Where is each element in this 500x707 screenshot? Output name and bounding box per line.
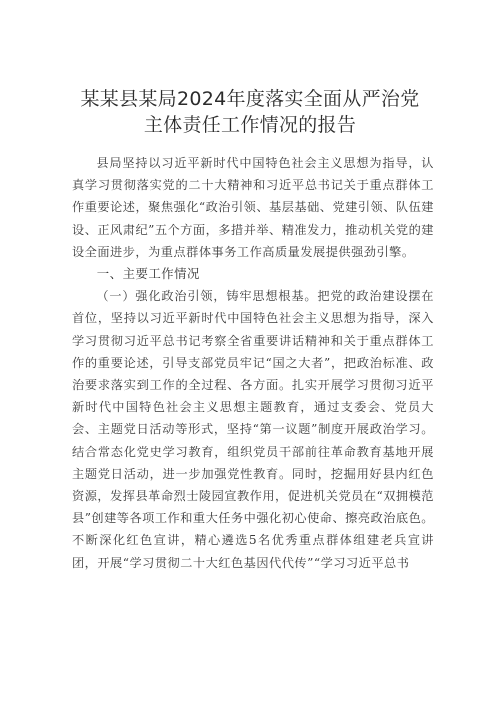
section-heading-main-work: 一、主要工作情况 <box>96 266 200 282</box>
document-title-line-1: 某某县某局2024年度落实全面从严治党 <box>80 88 420 110</box>
section-paragraph-political-guidance: （一）强化政治引领，铸牢思想根基。把党的政治建设摆在首位，坚持以习近平新时代中国特色社会主义思想为指导，深入学习贯彻习近平总书记考察全省重要讲话精神和关于重点群体工作的重要论述，引导支部党员牢记“国之大者”，把政治标准、政治要求落实到工作的全过程、各方面。扎实开展学习贯彻习近平新时代中国特色社会主义思想主题教育，通过支委会、党员大会、主题党日活动等形式，坚持“第一议题”制度开展政治学习。结合常态化党史学习教育，组织党员干部前往革命教育基地开展主题党日活动，进一步加强党性教育。同时，挖掘用好县内红色资源，发挥县革命烈士陵园宣教作用，促进机关党员在“双拥模范县”创建等各项工作和重大任务中强化初心使命、擦亮政治底色。不断深化红色宣讲，精心遴选5名优秀重点群体组建老兵宣讲团，开展“学习贯彻二十大红色基因代代传”“学习习近平总书 <box>72 289 434 570</box>
intro-paragraph: 县局坚持以习近平新时代中国特色社会主义思想为指导，认真学习贯彻落实党的二十大精神和习近平总书记关于重点群体工作重要论述，聚焦强化“政治引领、基层基础、党建引领、队伍建设、正风肃纪”五个方面，多措并举、精准发力，推动机关党的建设全面进步，为重点群体事务工作高质量发展提供强劲引擎。 <box>72 156 434 259</box>
document-title-line-2: 主体责任工作情况的报告 <box>143 114 357 136</box>
document-body <box>72 152 434 574</box>
